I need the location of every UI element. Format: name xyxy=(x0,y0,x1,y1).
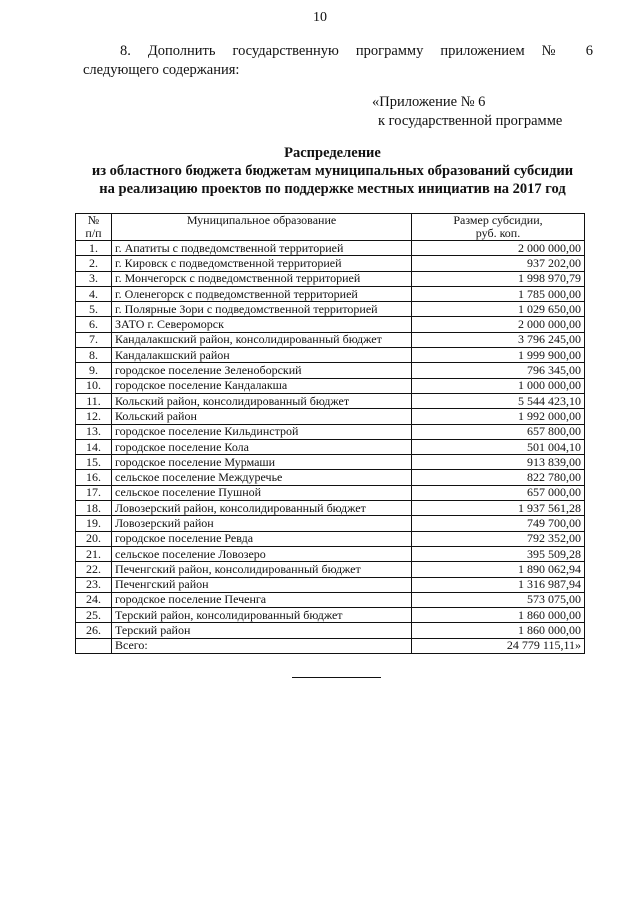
table-row xyxy=(76,393,585,408)
row-amount: 5 544 423,10 xyxy=(412,393,585,408)
header-amount-line-2: руб. коп. xyxy=(475,226,521,240)
row-amount: 792 352,00 xyxy=(412,531,585,546)
row-number: 14. xyxy=(76,439,112,454)
row-amount: 1 860 000,00 xyxy=(412,623,585,638)
row-amount: 913 839,00 xyxy=(412,455,585,470)
row-municipality: Кандалакшский район, консолидированный бюджет xyxy=(112,332,412,347)
header-number-line-1: № xyxy=(87,213,100,227)
row-number: 17. xyxy=(76,485,112,500)
total-amount: 24 779 115,11» xyxy=(412,638,585,653)
row-number: 19. xyxy=(76,516,112,531)
row-municipality: сельское поселение Пушной xyxy=(112,485,412,500)
total-label: Всего: xyxy=(112,638,412,653)
row-number: 26. xyxy=(76,623,112,638)
row-number: 18. xyxy=(76,501,112,516)
row-amount: 796 345,00 xyxy=(412,363,585,378)
row-number: 4. xyxy=(76,286,112,301)
table-row xyxy=(76,501,585,516)
row-municipality: Кандалакшский район xyxy=(112,348,412,363)
table-row xyxy=(76,271,585,286)
row-amount: 657 800,00 xyxy=(412,424,585,439)
table-row xyxy=(76,577,585,592)
row-number: 15. xyxy=(76,455,112,470)
row-municipality: Печенгский район, консолидированный бюджет xyxy=(112,562,412,577)
amendment-paragraph xyxy=(83,42,593,80)
appendix-line-2: к государственной программе xyxy=(378,113,563,129)
row-amount: 395 509,28 xyxy=(412,546,585,561)
table-row xyxy=(76,256,585,271)
row-municipality: городское поселение Кильдинстрой xyxy=(112,424,412,439)
row-municipality: городское поселение Кола xyxy=(112,439,412,454)
row-number: 25. xyxy=(76,608,112,623)
row-municipality: Кольский район, консолидированный бюджет xyxy=(112,393,412,408)
row-number: 13. xyxy=(76,424,112,439)
row-municipality: г. Апатиты с подведомственной территорией xyxy=(112,241,412,256)
row-number: 10. xyxy=(76,378,112,393)
table-row xyxy=(76,409,585,424)
table-row xyxy=(76,531,585,546)
row-municipality: городское поселение Кандалакша xyxy=(112,378,412,393)
row-municipality: Терский район, консолидированный бюджет xyxy=(112,608,412,623)
row-amount: 1 029 650,00 xyxy=(412,302,585,317)
header-municipality: Муниципальное образование xyxy=(112,214,412,241)
table-row xyxy=(76,286,585,301)
header-number-line-2: п/п xyxy=(85,226,102,240)
row-amount: 3 796 245,00 xyxy=(412,332,585,347)
row-municipality: городское поселение Мурмаши xyxy=(112,455,412,470)
row-amount: 749 700,00 xyxy=(412,516,585,531)
row-municipality: городское поселение Ревда xyxy=(112,531,412,546)
row-municipality: г. Кировск с подведомственной территорией xyxy=(112,256,412,271)
row-amount: 1 890 062,94 xyxy=(412,562,585,577)
table-row xyxy=(76,348,585,363)
table-row xyxy=(76,485,585,500)
title-line-3: на реализацию проектов по поддержке местных инициатив на 2017 год xyxy=(99,181,566,197)
table-row xyxy=(76,439,585,454)
table-row xyxy=(76,608,585,623)
table-row xyxy=(76,546,585,561)
total-number-cell xyxy=(76,638,112,653)
row-amount: 1 000 000,00 xyxy=(412,378,585,393)
row-amount: 1 860 000,00 xyxy=(412,608,585,623)
row-amount: 937 202,00 xyxy=(412,256,585,271)
table-row xyxy=(76,562,585,577)
header-amount xyxy=(412,214,585,241)
table-row xyxy=(76,378,585,393)
row-number: 9. xyxy=(76,363,112,378)
table-row xyxy=(76,424,585,439)
row-amount: 1 999 900,00 xyxy=(412,348,585,363)
table-row xyxy=(76,470,585,485)
row-number: 24. xyxy=(76,592,112,607)
total-row xyxy=(76,638,585,653)
table-row xyxy=(76,592,585,607)
row-amount: 1 785 000,00 xyxy=(412,286,585,301)
row-municipality: Ловозерский район xyxy=(112,516,412,531)
row-municipality: сельское поселение Ловозеро xyxy=(112,546,412,561)
table-row xyxy=(76,241,585,256)
row-number: 21. xyxy=(76,546,112,561)
row-municipality: ЗАТО г. Североморск xyxy=(112,317,412,332)
row-municipality: Печенгский район xyxy=(112,577,412,592)
appendix-header xyxy=(372,93,562,131)
row-number: 8. xyxy=(76,348,112,363)
row-number: 1. xyxy=(76,241,112,256)
separator-line xyxy=(292,677,381,678)
row-municipality: Кольский район xyxy=(112,409,412,424)
table-row xyxy=(76,455,585,470)
subsidy-table xyxy=(75,213,585,654)
row-municipality: Терский район xyxy=(112,623,412,638)
row-number: 3. xyxy=(76,271,112,286)
header-number xyxy=(76,214,112,241)
row-municipality: г. Мончегорск с подведомственной территорией xyxy=(112,271,412,286)
paragraph-line-2: следующего содержания: xyxy=(83,62,240,78)
row-amount: 822 780,00 xyxy=(412,470,585,485)
row-number: 7. xyxy=(76,332,112,347)
row-municipality: г. Полярные Зори с подведомственной территорией xyxy=(112,302,412,317)
row-amount: 1 998 970,79 xyxy=(412,271,585,286)
appendix-line-1: «Приложение № 6 xyxy=(372,94,486,110)
row-amount: 657 000,00 xyxy=(412,485,585,500)
row-municipality: Ловозерский район, консолидированный бюджет xyxy=(112,501,412,516)
row-amount: 1 937 561,28 xyxy=(412,501,585,516)
row-amount: 1 316 987,94 xyxy=(412,577,585,592)
paragraph-line-1: 8. Дополнить государственную программу приложением № 6 xyxy=(120,43,593,59)
row-municipality: сельское поселение Междуречье xyxy=(112,470,412,485)
row-amount: 501 004,10 xyxy=(412,439,585,454)
table-row xyxy=(76,516,585,531)
row-amount: 2 000 000,00 xyxy=(412,317,585,332)
title-line-1: Распределение xyxy=(284,145,381,161)
row-number: 2. xyxy=(76,256,112,271)
row-number: 6. xyxy=(76,317,112,332)
table-row xyxy=(76,302,585,317)
row-number: 20. xyxy=(76,531,112,546)
row-number: 16. xyxy=(76,470,112,485)
row-number: 11. xyxy=(76,393,112,408)
page-number: 10 xyxy=(313,10,327,25)
row-number: 23. xyxy=(76,577,112,592)
title-line-2: из областного бюджета бюджетам муниципальных образований субсидии xyxy=(91,163,574,179)
row-municipality: г. Оленегорск с подведомственной территорией xyxy=(112,286,412,301)
row-amount: 1 992 000,00 xyxy=(412,409,585,424)
row-number: 22. xyxy=(76,562,112,577)
row-amount: 573 075,00 xyxy=(412,592,585,607)
table-row xyxy=(76,623,585,638)
table-row xyxy=(76,317,585,332)
table-row xyxy=(76,332,585,347)
header-amount-line-1: Размер субсидии, xyxy=(453,213,543,227)
row-number: 12. xyxy=(76,409,112,424)
row-municipality: городское поселение Печенга xyxy=(112,592,412,607)
document-title xyxy=(70,144,595,198)
row-number: 5. xyxy=(76,302,112,317)
row-amount: 2 000 000,00 xyxy=(412,241,585,256)
table-row xyxy=(76,363,585,378)
row-municipality: городское поселение Зеленоборский xyxy=(112,363,412,378)
table-body xyxy=(76,241,585,639)
